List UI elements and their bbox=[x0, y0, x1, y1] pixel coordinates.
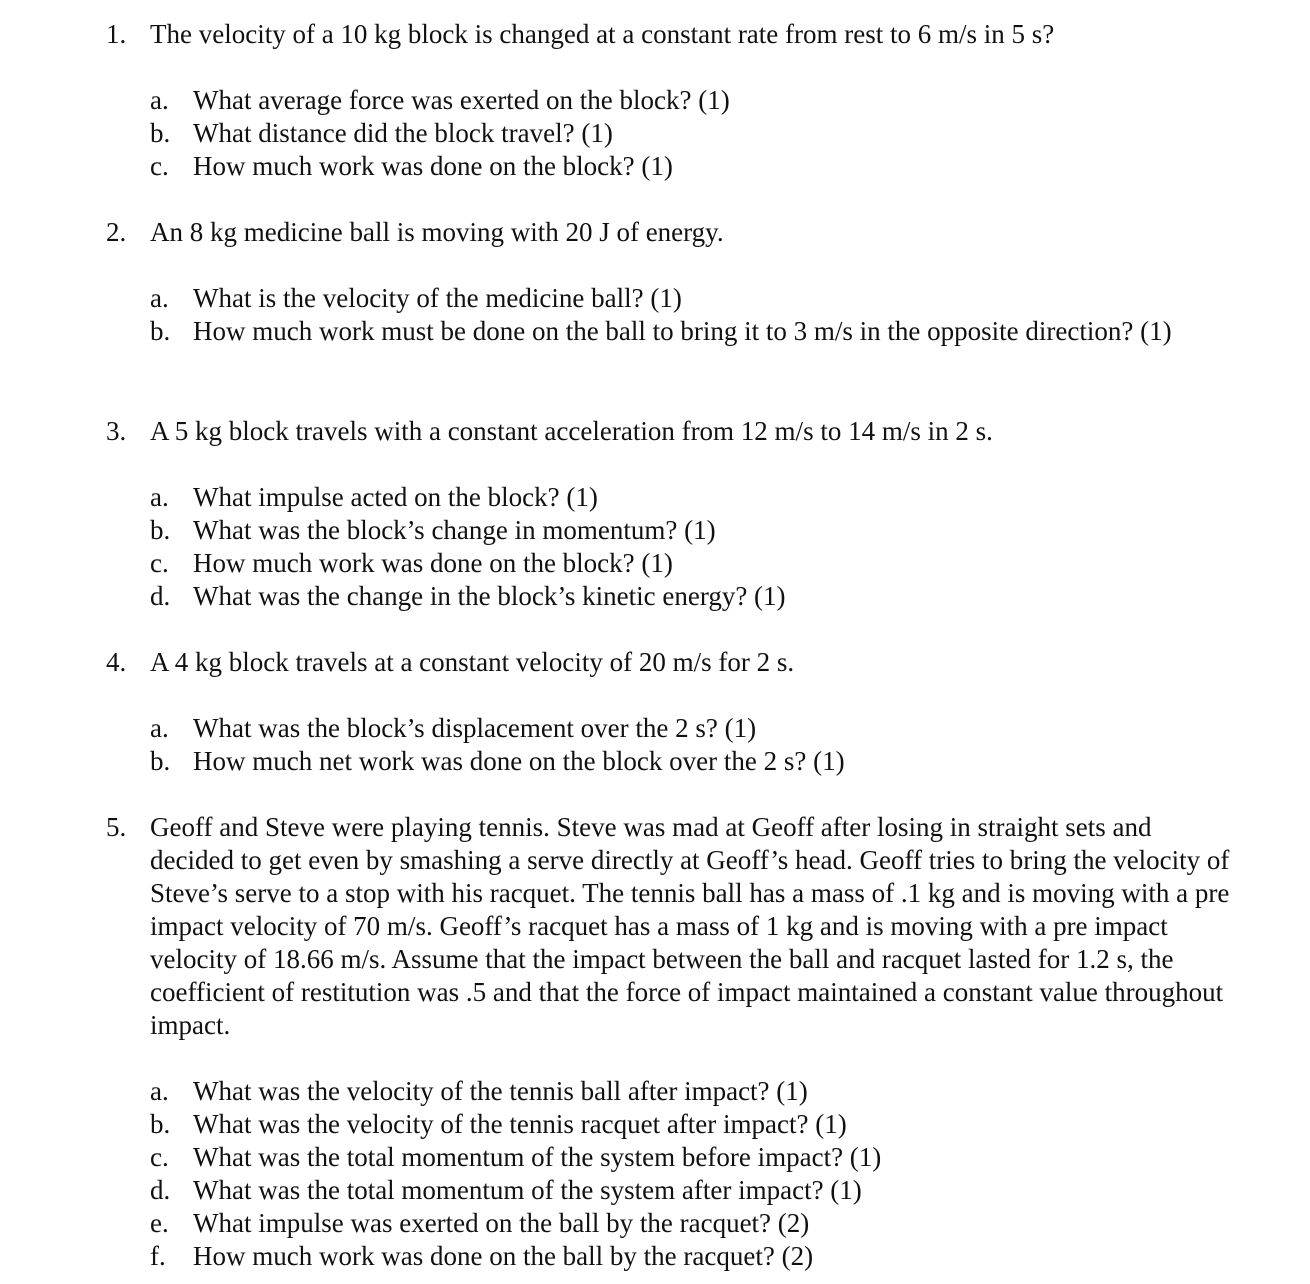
part-letter: c. bbox=[150, 1142, 169, 1172]
question-5-part-d bbox=[0, 1174, 1310, 1207]
part-letter: a. bbox=[150, 482, 169, 512]
question-4-part-b bbox=[0, 745, 1310, 778]
part-text: How much work was done on the block? (1) bbox=[193, 548, 673, 578]
question-5-part-e bbox=[0, 1207, 1310, 1240]
part-text: What was the velocity of the tennis racquet after impact? (1) bbox=[193, 1109, 847, 1139]
question-4 bbox=[0, 646, 1310, 778]
question-3-stem bbox=[0, 415, 1310, 448]
question-2-stem bbox=[0, 216, 1310, 249]
question-3-text: A 5 kg block travels with a constant acceleration from 12 m/s to 14 m/s in 2 s. bbox=[150, 416, 993, 446]
part-text: What was the block’s change in momentum? (1) bbox=[193, 515, 716, 545]
question-3-parts bbox=[0, 481, 1310, 613]
part-text: What impulse was exerted on the ball by the racquet? (2) bbox=[193, 1208, 810, 1238]
question-3-part-c bbox=[0, 547, 1310, 580]
part-letter: a. bbox=[150, 283, 169, 313]
question-5-part-a bbox=[0, 1075, 1310, 1108]
part-letter: e. bbox=[150, 1208, 169, 1238]
question-1-number: 1. bbox=[106, 19, 127, 49]
question-2 bbox=[0, 216, 1310, 348]
part-letter: b. bbox=[150, 118, 171, 148]
question-1-part-a bbox=[0, 84, 1310, 117]
question-2-text: An 8 kg medicine ball is moving with 20 J of energy. bbox=[150, 217, 724, 247]
question-1-stem bbox=[0, 18, 1310, 51]
part-text: What distance did the block travel? (1) bbox=[193, 118, 613, 148]
part-letter: d. bbox=[150, 1175, 171, 1205]
question-5-text: Geoff and Steve were playing tennis. Steve was mad at Geoff after losing in straight sets and decided to get even by smashing a serve directly at Geoff’s head. Geoff tries to bring the velocity of Steve’s serve to a stop with his racquet. The tennis ball has a mass of .1 kg and is moving with a pre impact velocity of 70 m/s. Geoff’s racquet has a mass of 1 kg and is moving with a pre impact velocity of 18.66 m/s. Assume that the impact between the ball and racquet lasted for 1.2 s, the coefficient of restitution was .5 and that the force of impact maintained a constant value throughout impact. bbox=[150, 812, 1230, 1040]
part-text: How much work must be done on the ball to bring it to 3 m/s in the opposite direction? (1) bbox=[193, 316, 1172, 346]
part-text: How much work was done on the block? (1) bbox=[193, 151, 673, 181]
question-5-parts bbox=[0, 1075, 1310, 1273]
question-1-text: The velocity of a 10 kg block is changed at a constant rate from rest to 6 m/s in 5 s? bbox=[150, 19, 1055, 49]
part-text: What was the block’s displacement over the 2 s? (1) bbox=[193, 713, 757, 743]
question-1-parts bbox=[0, 84, 1310, 183]
part-text: What was the total momentum of the system before impact? (1) bbox=[193, 1142, 882, 1172]
question-5-part-c bbox=[0, 1141, 1310, 1174]
part-letter: f. bbox=[150, 1241, 166, 1271]
question-4-stem bbox=[0, 646, 1310, 679]
question-3-number: 3. bbox=[106, 416, 127, 446]
part-text: What average force was exerted on the block? (1) bbox=[193, 85, 730, 115]
part-letter: d. bbox=[150, 581, 171, 611]
question-3-part-b bbox=[0, 514, 1310, 547]
part-text: What was the velocity of the tennis ball after impact? (1) bbox=[193, 1076, 808, 1106]
part-letter: c. bbox=[150, 548, 169, 578]
question-5-number: 5. bbox=[106, 812, 127, 842]
question-2-parts bbox=[0, 282, 1310, 348]
part-letter: b. bbox=[150, 1109, 171, 1139]
part-text: What was the total momentum of the system after impact? (1) bbox=[193, 1175, 862, 1205]
question-1-part-c bbox=[0, 150, 1310, 183]
question-5-stem bbox=[0, 811, 1310, 1042]
part-text: What impulse acted on the block? (1) bbox=[193, 482, 598, 512]
part-letter: c. bbox=[150, 151, 169, 181]
question-1-part-b bbox=[0, 117, 1310, 150]
part-letter: a. bbox=[150, 713, 169, 743]
part-letter: b. bbox=[150, 746, 171, 776]
question-3-part-d bbox=[0, 580, 1310, 613]
part-text: What is the velocity of the medicine ball? (1) bbox=[193, 283, 682, 313]
question-5 bbox=[0, 811, 1310, 1273]
question-1 bbox=[0, 18, 1310, 183]
part-letter: a. bbox=[150, 1076, 169, 1106]
question-5-part-b bbox=[0, 1108, 1310, 1141]
question-4-part-a bbox=[0, 712, 1310, 745]
part-letter: b. bbox=[150, 316, 171, 346]
question-2-number: 2. bbox=[106, 217, 127, 247]
part-letter: a. bbox=[150, 85, 169, 115]
part-letter: b. bbox=[150, 515, 171, 545]
part-text: How much work was done on the ball by the racquet? (2) bbox=[193, 1241, 814, 1271]
question-4-number: 4. bbox=[106, 647, 127, 677]
question-2-part-b bbox=[0, 315, 1310, 348]
question-3 bbox=[0, 415, 1310, 613]
question-2-part-a bbox=[0, 282, 1310, 315]
part-text: How much net work was done on the block over the 2 s? (1) bbox=[193, 746, 845, 776]
question-3-part-a bbox=[0, 481, 1310, 514]
question-4-parts bbox=[0, 712, 1310, 778]
part-text: What was the change in the block’s kinetic energy? (1) bbox=[193, 581, 786, 611]
question-4-text: A 4 kg block travels at a constant velocity of 20 m/s for 2 s. bbox=[150, 647, 795, 677]
question-5-part-f bbox=[0, 1240, 1310, 1273]
